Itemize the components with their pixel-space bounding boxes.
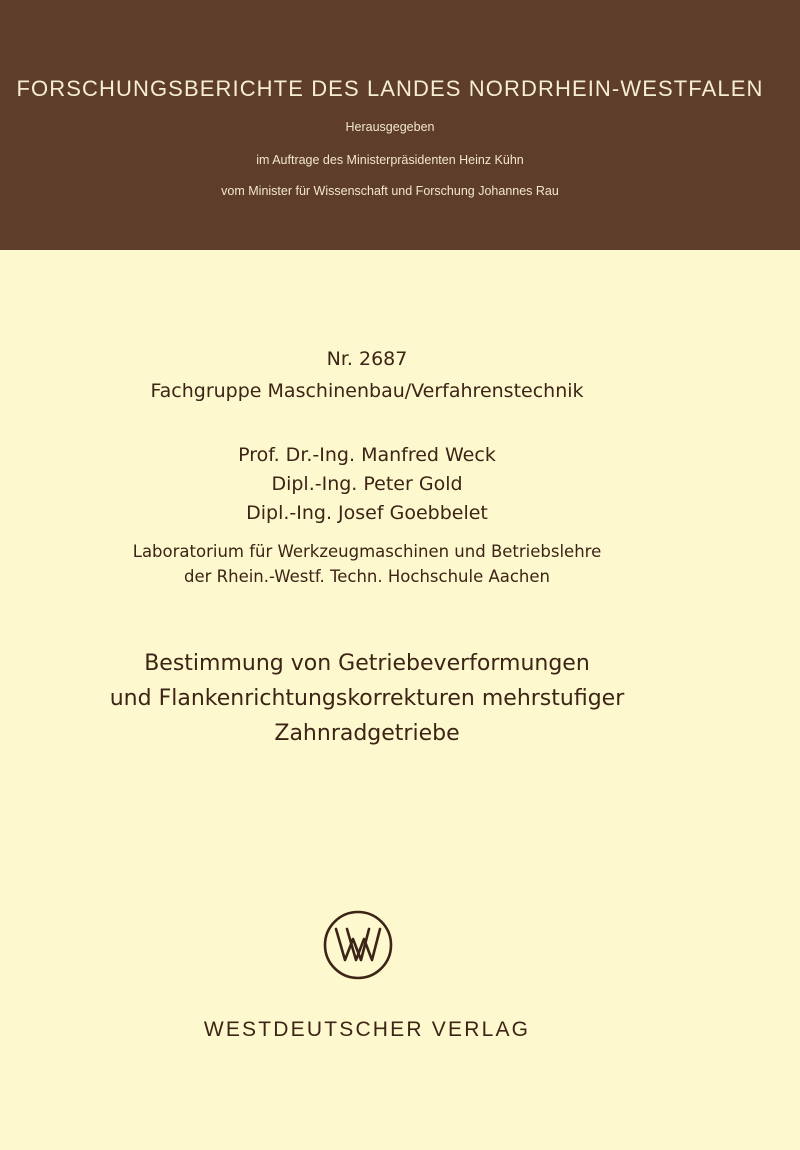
author-3: Dipl.-Ing. Josef Goebbelet [246,502,488,524]
issue-number: Nr. 2687 [326,348,408,370]
editor-line-2: im Auftrage des Ministerpräsidenten Heinz Kühn [256,153,524,167]
book-title-line-3: Zahnradgetriebe [274,721,460,746]
editor-line-1: Herausgegeben [345,120,435,134]
institution-line-2: der Rhein.-Westf. Techn. Hochschule Aachen [184,567,550,586]
subject-group: Fachgruppe Maschinenbau/Verfahrenstechnik [150,380,584,402]
institution-line-1: Laboratorium für Werkzeugmaschinen und Betriebslehre [132,542,602,561]
book-title-line-2: und Flankenrichtungskorrekturen mehrstufiger [109,686,625,711]
book-title-line-1: Bestimmung von Getriebeverformungen [144,651,590,676]
westdeutscher-verlag-logo-icon [322,909,394,981]
series-title: FORSCHUNGSBERICHTE DES LANDES NORDRHEIN-WESTFALEN [16,76,764,101]
author-1: Prof. Dr.-Ing. Manfred Weck [238,444,496,466]
editor-line-3: vom Minister für Wissenschaft und Forschung Johannes Rau [221,184,559,198]
author-2: Dipl.-Ing. Peter Gold [271,473,463,495]
publisher-name: WESTDEUTSCHER VERLAG [203,1018,531,1041]
